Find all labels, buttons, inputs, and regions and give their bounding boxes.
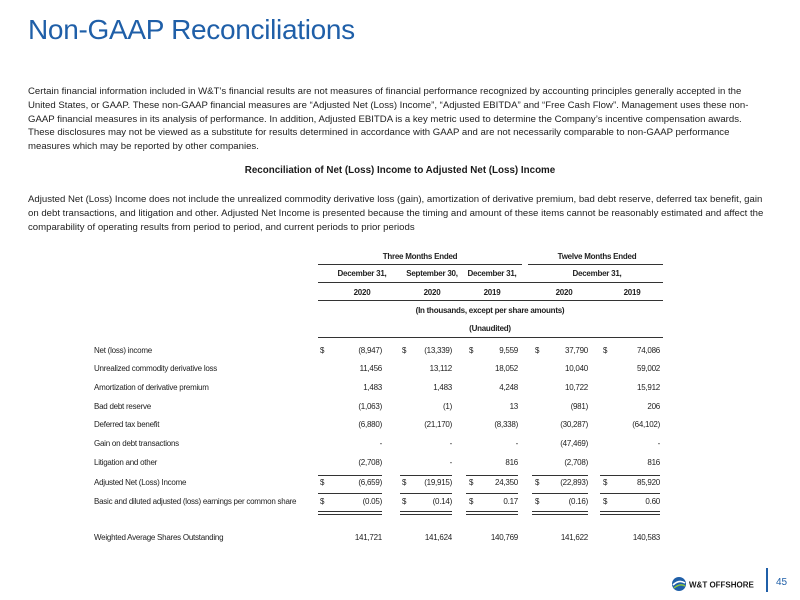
table-cell: 18,052 (495, 364, 518, 373)
currency-symbol: $ (402, 346, 407, 355)
table-cell: 0.17 (503, 497, 518, 506)
currency-symbol: $ (603, 497, 608, 506)
table-cell: 206 (647, 402, 660, 411)
units-note: (In thousands, except per share amounts) (415, 306, 565, 315)
currency-symbol: $ (469, 497, 474, 506)
currency-symbol: $ (535, 346, 540, 355)
row-label: Basic and diluted adjusted (loss) earnings per common share (94, 497, 297, 506)
currency-symbol: $ (402, 497, 407, 506)
table-cell: 141,721 (354, 533, 382, 542)
rule (532, 475, 588, 476)
section-description: Adjusted Net (Loss) Income does not include the unrealized commodity derivative loss (gain), amortization of derivative premium, bad debt reserve, deferred tax benefit, gain on debt transactions, and litigation and other. Adjusted Net Income is presented because the timing and amount of these items cannot be reasonably estimated and affect the comparability of operating results from period to period, and current periods to prior periods (28, 194, 764, 233)
row-label: Unrealized commodity derivative loss (94, 364, 218, 373)
currency-symbol: $ (603, 478, 608, 487)
table-cell: (8,947) (358, 346, 382, 355)
table-cell: (2,708) (564, 458, 588, 467)
col-year: 2019 (623, 288, 641, 297)
table-cell: (0.16) (568, 497, 588, 506)
table-cell: (30,287) (560, 420, 588, 429)
unaudited-note: (Unaudited) (469, 324, 511, 333)
table-cell: (13,339) (424, 346, 452, 355)
intro-paragraph: Certain financial information included in W&T’s financial results are not measures of financial performance recognized by accounting principles generally accepted in the United States, or GAAP. These non-GAAP financial measures are “Adjusted Net (Loss) Income”, “Adjusted EBITDA” and “Free Cash Flow”. Management uses these non-GAAP financial measures in its analysis of performance. In addition, Adjusted EBITDA is a key metric used to determine the Company’s incentive compensation awards. These disclosures may not be viewed as a substitute for results determined in accordance with GAAP and are not necessarily comparable to non-GAAP performance measures which may be reported by other companies. (28, 86, 749, 153)
currency-symbol: $ (535, 478, 540, 487)
currency-symbol: $ (320, 346, 325, 355)
table-cell: - (657, 439, 660, 448)
row-label: Weighted Average Shares Outstanding (94, 533, 224, 542)
table-cell: 816 (647, 458, 660, 467)
table-cell: 24,350 (495, 478, 518, 487)
currency-symbol: $ (320, 478, 325, 487)
col-date: December 31, (337, 269, 387, 278)
header-three-months: Three Months Ended (382, 252, 458, 261)
table-cell: (1,063) (358, 402, 382, 411)
col-date: December 31, (467, 269, 517, 278)
row-label: Adjusted Net (Loss) Income (94, 478, 187, 487)
col-year: 2020 (423, 288, 441, 297)
row-label: Bad debt reserve (94, 402, 151, 411)
rule (466, 493, 518, 494)
table-cell: (8,338) (494, 420, 518, 429)
double-rule (466, 511, 518, 515)
row-label: Litigation and other (94, 458, 158, 467)
header-twelve-months: Twelve Months Ended (557, 252, 637, 261)
table-cell: - (449, 458, 452, 467)
rule (600, 475, 660, 476)
table-cell: (21,170) (424, 420, 452, 429)
row-label: Amortization of derivative premium (94, 383, 209, 392)
table-cell: 1,483 (433, 383, 452, 392)
table-cell: (0.14) (432, 497, 452, 506)
table-cell: (19,915) (424, 478, 452, 487)
table-cell: 74,086 (637, 346, 660, 355)
rule (318, 264, 522, 265)
table-cell: (47,469) (560, 439, 588, 448)
table-cell: (981) (570, 402, 588, 411)
currency-symbol: $ (469, 478, 474, 487)
table-cell: (6,880) (358, 420, 382, 429)
row-label: Gain on debt transactions (94, 439, 179, 448)
company-logo (671, 576, 763, 592)
table-cell: 13 (509, 402, 518, 411)
table-cell: 141,624 (424, 533, 452, 542)
rule (318, 300, 663, 301)
double-rule (600, 511, 660, 515)
rule (318, 337, 663, 338)
col-date: September 30, (406, 269, 458, 278)
table-cell: 85,920 (637, 478, 660, 487)
row-label: Net (loss) income (94, 346, 152, 355)
table-cell: 4,248 (499, 383, 518, 392)
table-cell: 1,483 (363, 383, 382, 392)
section-title: Reconciliation of Net (Loss) Income to Adjusted Net (Loss) Income (244, 165, 556, 176)
table-cell: (0.05) (362, 497, 382, 506)
rule (600, 493, 660, 494)
table-cell: 9,559 (499, 346, 518, 355)
table-cell: 15,912 (637, 383, 660, 392)
table-cell: (1) (442, 402, 452, 411)
table-cell: 10,040 (565, 364, 588, 373)
table-cell: (64,102) (632, 420, 660, 429)
table-cell: (2,708) (358, 458, 382, 467)
table-cell: 59,002 (637, 364, 660, 373)
col-year: 2020 (353, 288, 371, 297)
rule (532, 493, 588, 494)
currency-symbol: $ (402, 478, 407, 487)
rule (400, 493, 452, 494)
double-rule (400, 511, 452, 515)
table-cell: 141,622 (560, 533, 588, 542)
table-cell: 140,769 (490, 533, 518, 542)
table-cell: 0.60 (645, 497, 660, 506)
rule (318, 282, 663, 283)
currency-symbol: $ (320, 497, 325, 506)
col-date: December 31, (572, 269, 622, 278)
page-number: 45 (776, 577, 788, 588)
currency-symbol: $ (603, 346, 608, 355)
rule (528, 264, 663, 265)
rule (318, 475, 382, 476)
table-cell: (6,659) (358, 478, 382, 487)
double-rule (318, 511, 382, 515)
currency-symbol: $ (535, 497, 540, 506)
table-cell: 13,112 (429, 364, 452, 373)
logo-text: W&T OFFSHORE (689, 580, 754, 590)
table-cell: 37,790 (565, 346, 588, 355)
table-cell: (22,893) (560, 478, 588, 487)
col-year: 2020 (555, 288, 573, 297)
col-year: 2019 (483, 288, 501, 297)
table-cell: - (379, 439, 382, 448)
double-rule (532, 511, 588, 515)
rule (400, 475, 452, 476)
page-title: Non-GAAP Reconciliations (28, 14, 355, 45)
table-cell: - (449, 439, 452, 448)
rule (466, 475, 518, 476)
table-cell: 816 (505, 458, 518, 467)
table-cell: - (515, 439, 518, 448)
table-cell: 10,722 (565, 383, 588, 392)
row-label: Deferred tax benefit (94, 420, 160, 429)
table-cell: 11,456 (359, 364, 382, 373)
rule (318, 493, 382, 494)
currency-symbol: $ (469, 346, 474, 355)
table-cell: 140,583 (632, 533, 660, 542)
footer-divider (766, 568, 768, 592)
